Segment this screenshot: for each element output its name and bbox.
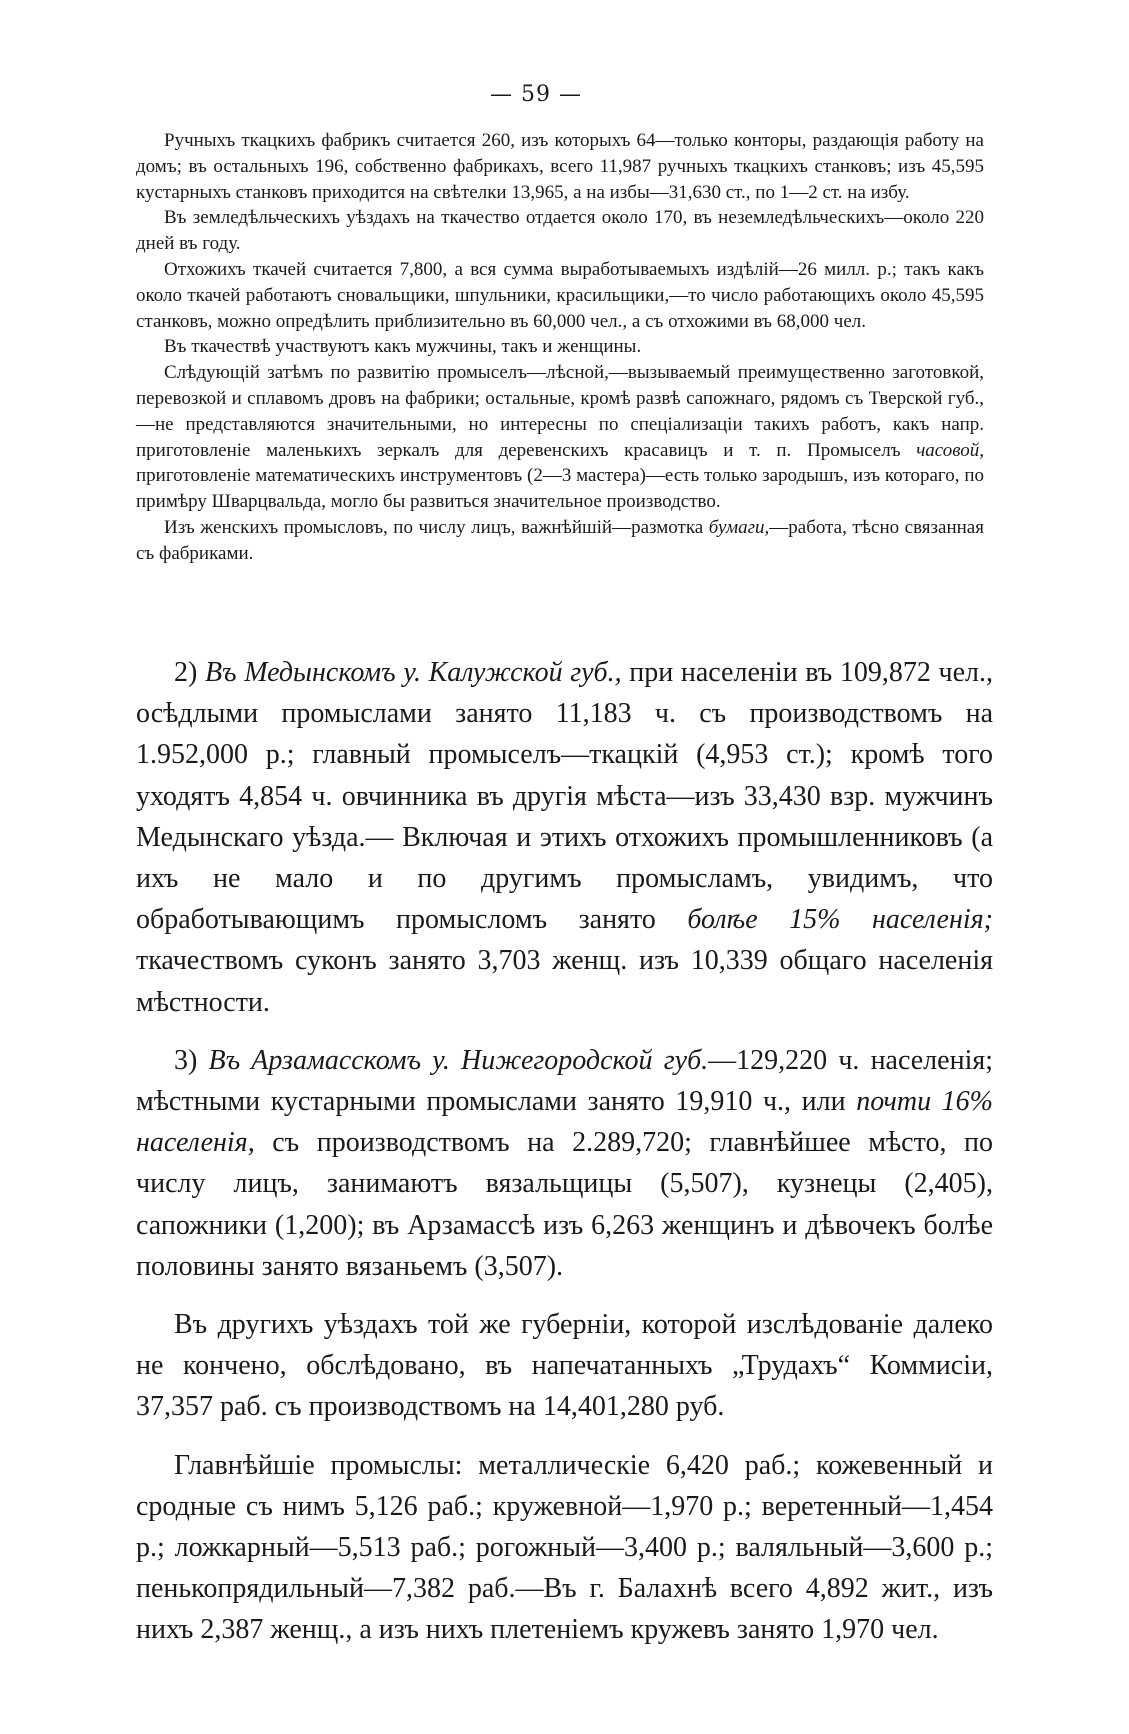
paragraph-medyn-district: 2) Въ Медынскомъ у. Калужской губ., при населеніи въ 109,872 чел., осѣдлыми промыслами занято 11,183 ч. съ производствомъ на 1.952,000 р.; главный промыселъ—ткацкій (4,953 ст.); кромѣ того уходятъ 4,854 ч. овчинника въ другія мѣста—изъ 33,430 взр. мужчинъ Медынскаго уѣзда.— Включая и этихъ отхожихъ промышленниковъ (а ихъ не мало и по другимъ промысламъ, увидимъ, что обработывающимъ промысломъ занято болѣе 15% населенія; ткачествомъ суконъ занято 3,703 женщ. изъ 10,339 общаго населенія мѣстности. <box>136 657 993 1018</box>
paragraph-other-districts: Въ другихъ уѣздахъ той же губерніи, которой изслѣдованіе далеко не кончено, обслѣдовано, въ напечатанныхъ „Трудахъ“ Коммисіи, 37,357 раб. съ производствомъ на 14,401,280 руб. <box>136 1309 993 1423</box>
large-text-block <box>136 652 993 1668</box>
paragraph-weaving-factories: Ручныхъ ткацкихъ фабрикъ считается 260, изъ которыхъ 64—только конторы, раздающія работу на домъ; въ остальныхъ 196, собственно фабрикахъ, всего 11,987 ручныхъ ткацкихъ станковъ; изъ 45,595 кустарныхъ станковъ приходится на свѣтелки 13,965, а на избы—31,630 ст., по 1—2 ст. на избу. <box>136 130 984 203</box>
paragraph-weaving-participants: Въ ткачествѣ участвуютъ какъ мужчины, такъ и женщины. <box>164 336 642 358</box>
paragraph-migrant-weavers: Отхожихъ ткачей считается 7,800, а вся сумма выработываемыхъ издѣлій—26 милл. р.; такъ какъ около ткачей работаютъ сновальщики, шпульники, красильщики,—то число работающихъ около 45,595 станковъ, можно опредѣлить приблизительно въ 60,000 чел., а съ отхожими въ 68,000 чел. <box>136 258 984 332</box>
paragraph-agricultural-districts: Въ земледѣльческихъ уѣздахъ на ткачество отдается около 170, въ неземледѣльческихъ—около 220 дней въ году. <box>136 207 984 255</box>
paragraph-main-trades: Главнѣйшіе промыслы: металлическіе 6,420 раб.; кожевенный и сродные съ нимъ 5,126 раб.; кружевной—1,970 р.; веретенный—1,454 р.; ложкарный—5,513 раб.; рогожный—3,400 р.; валяльный—3,600 р.; пенькопрядильный—7,382 раб.—Въ г. Балахнѣ всего 4,892 жит., изъ нихъ 2,387 женщ., а изъ нихъ плетеніемъ кружевъ занято 1,970 чел. <box>136 1449 993 1646</box>
paragraph-female-trades: Изъ женскихъ промысловъ, по числу лицъ, важнѣйшій—размотка бумаги,—работа, тѣсно связанная съ фабриками. <box>136 516 984 564</box>
page-number: — 59 — <box>490 82 582 107</box>
small-text-block <box>136 128 984 567</box>
paragraph-arzamas-district: 3) Въ Арзамасскомъ у. Нижегородской губ.—129,220 ч. населенія; мѣстными кустарными промыслами занято 19,910 ч., или почти 16% населенія, съ производствомъ на 2.289,720; главнѣйшее мѣсто, по числу лицъ, занимаютъ вязальщицы (5,507), кузнецы (2,405), сапожники (1,200); въ Арзамассѣ изъ 6,263 женщинъ и дѣвочекъ болѣе половины занято вязаньемъ (3,507). <box>136 1044 994 1282</box>
paragraph-forest-trade: Слѣдующій затѣмъ по развитію промыселъ—лѣсной,—вызываемый преимущественно заготовкой, перевозкой и сплавомъ дровъ на фабрики; остальные, кромѣ развѣ сапожнаго, рядомъ съ Тверской губ.,—не представляются значительными, но интересны по спеціализаціи такихъ работъ, какъ напр. приготовленіе маленькихъ зеркалъ для деревенскихъ красавицъ и т. п. Промыселъ часовой, приготовленіе математическихъ инструментовъ (2—3 мастера)—есть только зародышъ, изъ котораго, по примѣру Шварцвальда, могло бы развиться значительное производство. <box>136 362 984 513</box>
